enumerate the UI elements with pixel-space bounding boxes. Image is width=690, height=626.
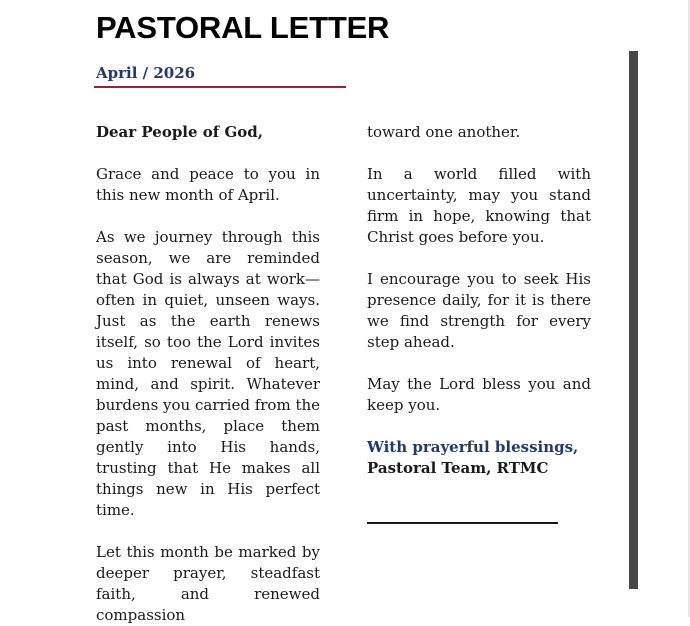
decorative-side-bar [629,51,638,589]
signature-line [367,522,558,524]
paragraph: toward one another. [367,123,521,141]
page-title: PASTORAL LETTER [96,10,390,45]
closing-salutation: With prayerful blessings, [367,438,579,456]
closing-block [367,437,591,479]
greeting: Dear People of God, [96,123,263,141]
paragraph: I encourage you to seek His presence daily, for it is there we find strength for every step ahead. [367,270,591,351]
right-column [367,122,591,479]
paragraph: As we journey through this season, we are reminded that God is always at work—often in quiet, unseen ways. Just as the earth renews itself, so too the Lord invites us into renewal of heart, mind, and spirit. Whatever burdens you carried from the past months, place them gently into His hands, trusting that He makes all things new in His perfect time. [96,228,321,519]
paragraph: In a world filled with uncertainty, may you stand firm in hope, knowing that Christ goes before you. [367,165,591,246]
paragraph: May the Lord bless you and keep you. [367,375,591,414]
paragraph: Let this month be marked by deeper prayer, steadfast faith, and renewed compassion [96,543,320,624]
signature-name: Pastoral Team, RTMC [367,459,549,477]
paragraph: Grace and peace to you in this new month of April. [96,165,320,204]
left-column [96,122,320,626]
letter-date: April / 2026 [96,64,196,82]
date-underline [94,86,346,88]
